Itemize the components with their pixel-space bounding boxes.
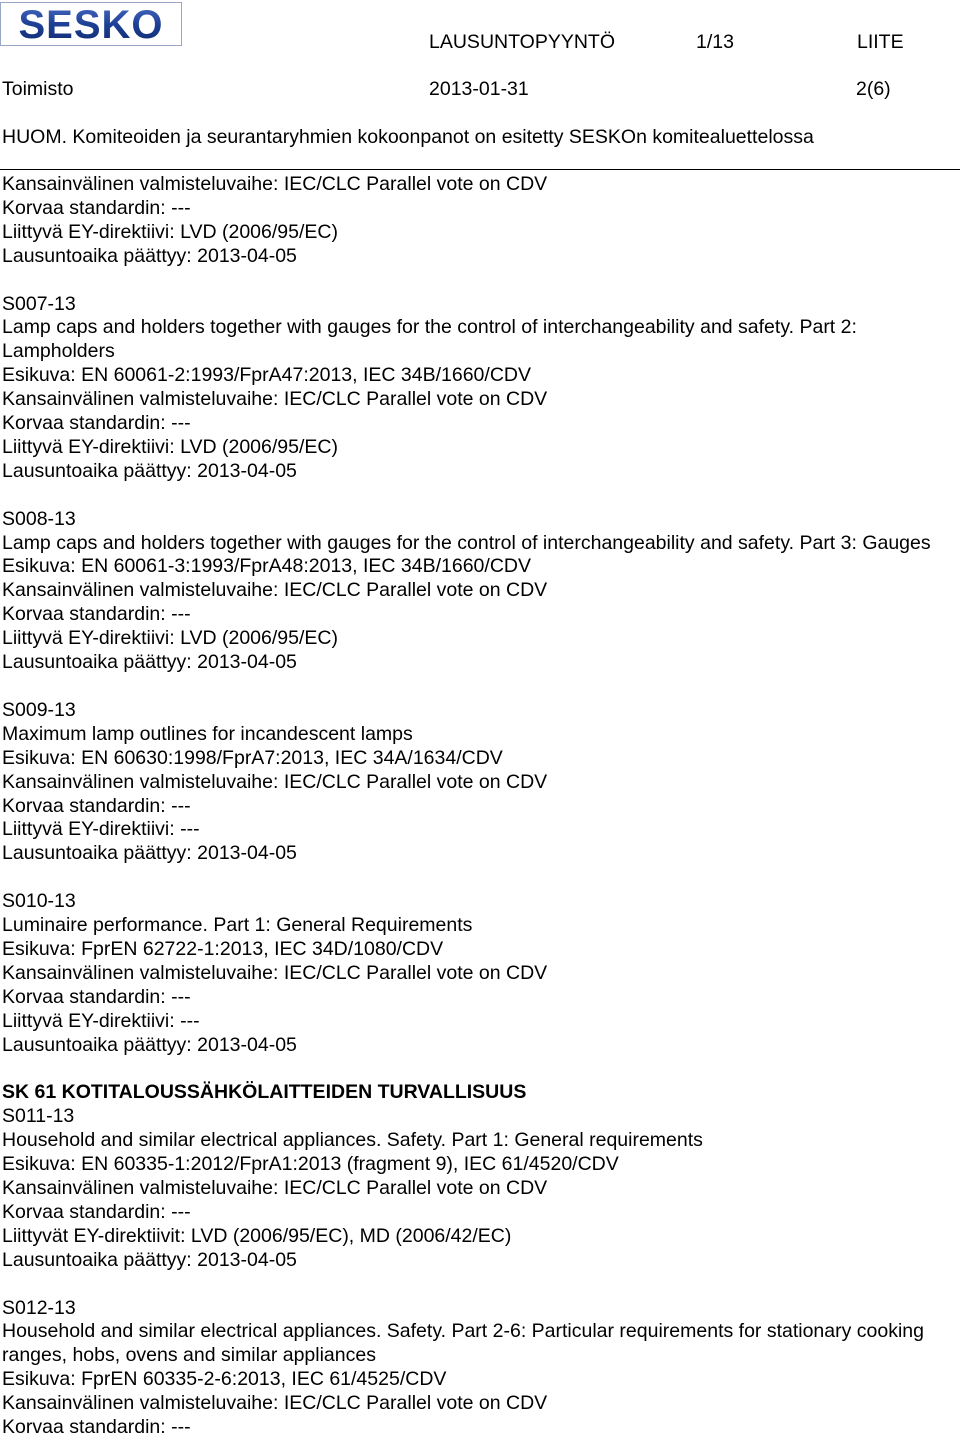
item-title: Household and similar electrical appliances. Safety. Part 1: General requirements bbox=[2, 1129, 703, 1152]
doc-date: 2013-01-31 bbox=[429, 78, 529, 100]
item-line: Kansainvälinen valmisteluvaihe: IEC/CLC Parallel vote on CDV bbox=[2, 1392, 548, 1415]
item-line: Korvaa standardin: --- bbox=[2, 985, 191, 1008]
item-line: Liittyvä EY-direktiivi: LVD (2006/95/EC) bbox=[2, 435, 338, 458]
item-line: Liittyvä EY-direktiivi: --- bbox=[2, 1009, 200, 1032]
item-id: S007-13 bbox=[2, 292, 76, 315]
item-line: Kansainvälinen valmisteluvaihe: IEC/CLC Parallel vote on CDV bbox=[2, 770, 548, 793]
item-line: Kansainvälinen valmisteluvaihe: IEC/CLC Parallel vote on CDV bbox=[2, 579, 548, 602]
doc-number: 1/13 bbox=[696, 31, 734, 53]
intro-line: Liittyvä EY-direktiivi: LVD (2006/95/EC) bbox=[2, 220, 338, 243]
item-line: Esikuva: EN 60335-1:2012/FprA1:2013 (fragment 9), IEC 61/4520/CDV bbox=[2, 1153, 619, 1176]
item-id: S012-13 bbox=[2, 1296, 76, 1319]
intro-line: Kansainvälinen valmisteluvaihe: IEC/CLC Parallel vote on CDV bbox=[2, 173, 548, 195]
item-line: Lausuntoaika päättyy: 2013-04-05 bbox=[2, 459, 297, 482]
document-body bbox=[2, 173, 958, 1440]
item-id: S010-13 bbox=[2, 890, 76, 913]
committee-heading: SK 61 KOTITALOUSSÄHKÖLAITTEIDEN TURVALLISUUS bbox=[2, 1081, 527, 1104]
item-id: S009-13 bbox=[2, 698, 76, 721]
item-line: Lausuntoaika päättyy: 2013-04-05 bbox=[2, 651, 297, 674]
item-line: Liittyvät EY-direktiivit: LVD (2006/95/EC), MD (2006/42/EC) bbox=[2, 1224, 512, 1247]
doc-type: LAUSUNTOPYYNTÖ bbox=[429, 31, 616, 53]
item-line: Korvaa standardin: --- bbox=[2, 794, 191, 817]
item-line: Kansainvälinen valmisteluvaihe: IEC/CLC Parallel vote on CDV bbox=[2, 1176, 548, 1199]
header-divider bbox=[0, 169, 960, 170]
header-note: HUOM. Komiteoiden ja seurantaryhmien kokoonpanot on esitetty SESKOn komitealuettelossa bbox=[2, 126, 814, 148]
item-id: S008-13 bbox=[2, 507, 76, 530]
item-line: Lausuntoaika päättyy: 2013-04-05 bbox=[2, 1248, 297, 1271]
item-line: Kansainvälinen valmisteluvaihe: IEC/CLC Parallel vote on CDV bbox=[2, 388, 548, 411]
item-line: Esikuva: EN 60630:1998/FprA7:2013, IEC 34A/1634/CDV bbox=[2, 746, 503, 769]
intro-line: Korvaa standardin: --- bbox=[2, 196, 191, 219]
item-line: Esikuva: EN 60061-3:1993/FprA48:2013, IEC 34B/1660/CDV bbox=[2, 555, 531, 578]
office-label: Toimisto bbox=[2, 78, 74, 100]
item-line: Liittyvä EY-direktiivi: LVD (2006/95/EC) bbox=[2, 627, 338, 650]
item-line: Lausuntoaika päättyy: 2013-04-05 bbox=[2, 842, 297, 865]
item-title: Household and similar electrical appliances. Safety. Part 2-6: Particular requirements for stationary cooking ranges, hobs, ovens and similar appliances bbox=[2, 1320, 924, 1367]
item-title: Lamp caps and holders together with gauges for the control of interchangeability and safety. Part 2: Lampholders bbox=[2, 316, 857, 363]
svg-text:SESKO: SESKO bbox=[18, 3, 164, 46]
item-line: Korvaa standardin: --- bbox=[2, 412, 191, 435]
item-line: Korvaa standardin: --- bbox=[2, 603, 191, 626]
item-title: Lamp caps and holders together with gauges for the control of interchangeability and safety. Part 3: Gauges bbox=[2, 531, 931, 554]
item-line: Esikuva: FprEN 62722-1:2013, IEC 34D/1080/CDV bbox=[2, 937, 444, 960]
item-line: Lausuntoaika päättyy: 2013-04-05 bbox=[2, 1033, 297, 1056]
page-number: 2(6) bbox=[856, 78, 891, 100]
item-id: S011-13 bbox=[2, 1105, 75, 1128]
attachment-label: LIITE bbox=[857, 31, 904, 53]
item-title: Luminaire performance. Part 1: General Requirements bbox=[2, 914, 473, 937]
item-line: Esikuva: EN 60061-2:1993/FprA47:2013, IEC 34B/1660/CDV bbox=[2, 364, 531, 387]
item-line: Korvaa standardin: --- bbox=[2, 1416, 191, 1439]
item-line: Korvaa standardin: --- bbox=[2, 1200, 191, 1223]
item-line: Liittyvä EY-direktiivi: --- bbox=[2, 818, 200, 841]
item-line: Esikuva: FprEN 60335-2-6:2013, IEC 61/4525/CDV bbox=[2, 1368, 447, 1391]
item-line: Kansainvälinen valmisteluvaihe: IEC/CLC Parallel vote on CDV bbox=[2, 961, 548, 984]
sesko-logo bbox=[0, 2, 182, 46]
intro-line: Lausuntoaika päättyy: 2013-04-05 bbox=[2, 244, 297, 267]
item-title: Maximum lamp outlines for incandescent lamps bbox=[2, 722, 413, 745]
